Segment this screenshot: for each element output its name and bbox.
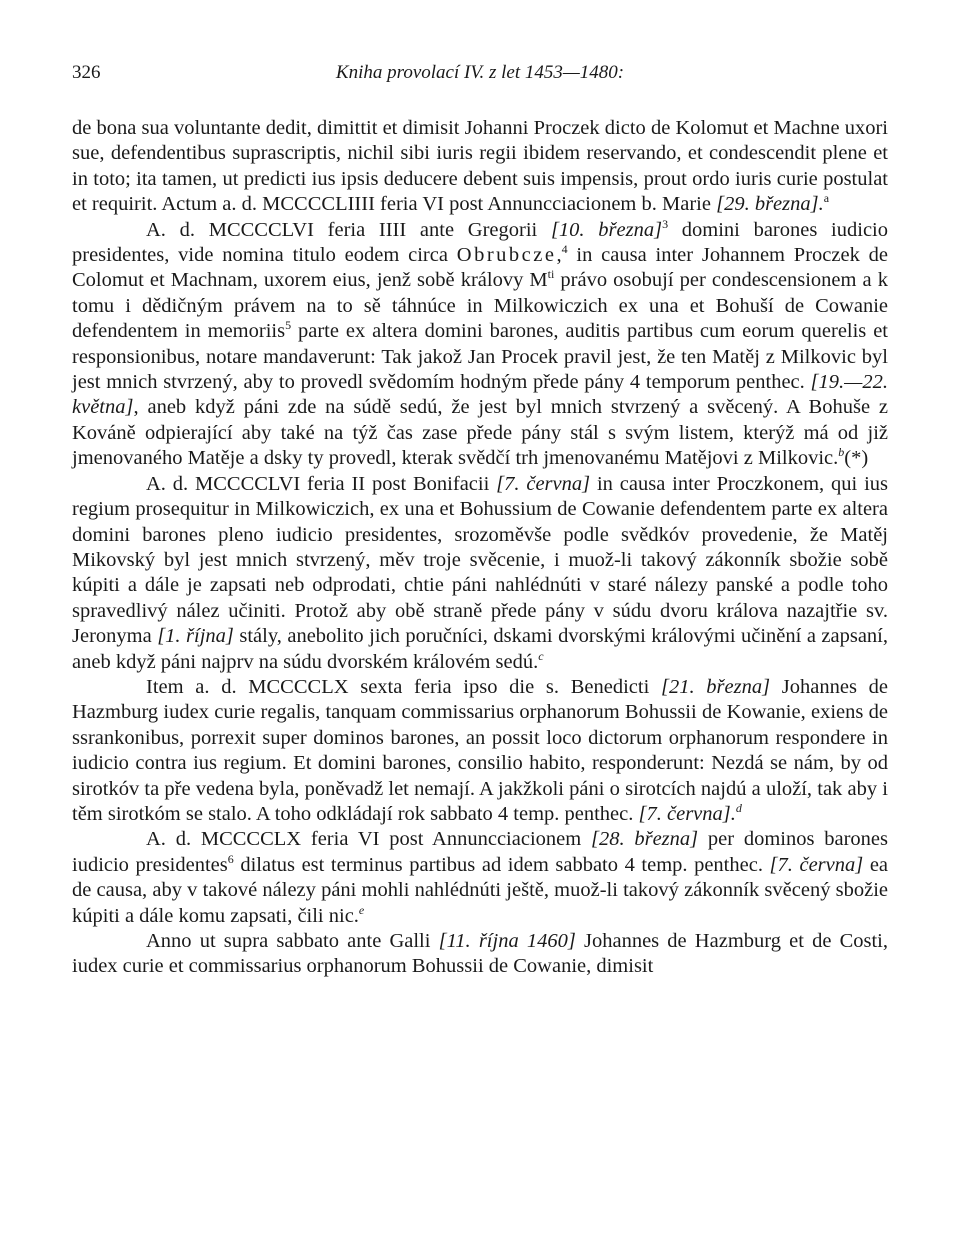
paragraph — [72, 929, 888, 980]
footnote-marker: 6 — [227, 851, 234, 866]
text-run: Anno ut supra sabbato ante Galli — [146, 930, 439, 952]
text-run: Johannes de Hazmburg iudex curie regalis, tanquam commissarius orphanorum Bohussii de Kowanie, exiens de ssrankonibus, porrexit super dominos barones, an possit loco dictorum orphanorum respondere in iudicio contra ius regium. Et domini barones, consilio habito, responderunt: Nezdá se nám, by od sirotkóv ta pře vedena byla, poněvadž let nemají. A jakžkoli páni o sirotcích najdú a uloží, tak aby i těm sirotkóm se stalo. A toho odkládají rok sabbato 4 temp. penthec. — [72, 675, 888, 825]
footnote-marker: 3 — [662, 216, 669, 231]
editorial-date: . — [730, 802, 736, 825]
footnote-marker: d — [735, 801, 742, 816]
editorial-date: [19.—22. května] — [72, 371, 888, 419]
text-run: , aneb když páni zde na súdě sedú, že jest byl mnich stvrzený a svěcený. A Bohuše z Kováně odpierající aby také na týž čas zase přede pány stál s svým listem, kterýž má od již jmenovaného Matěje a dsky ty provedl, kterak svědčí trh jmenovanému Matějovi z Milkovic. — [72, 396, 888, 470]
editorial-date: [29. března] — [716, 193, 819, 216]
body-text — [72, 116, 888, 980]
editorial-date: . — [818, 193, 824, 216]
text-run: Obrubcze — [456, 244, 557, 267]
paragraph — [72, 218, 888, 472]
paragraph — [72, 116, 888, 218]
text-run: ea de causa, aby v takové nálezy páni mohli nahlédnúti ještě, muož-li takový zákonník svěcený sbožie kúpiti a dále komu zapsati, čili nic. — [72, 853, 889, 927]
footnote-marker: b — [838, 445, 845, 460]
text-run: (*) — [844, 447, 869, 470]
text-run: stály, anebolito jich poručníci, dskami dvorskými královými učinění a zapsaní, aneb když páni najprv na súdu dvorském královém sedú. — [72, 625, 888, 673]
editorial-date: [10. března] — [550, 218, 663, 241]
footnote-marker: e — [358, 902, 365, 917]
editorial-date: [28. března] — [590, 828, 699, 851]
text-run: A. d. MCCCCLVI feria II post Bonifacii — [146, 472, 497, 495]
page-header — [72, 62, 888, 88]
text-run: domini barones iudicio presidentes, vide nomina titulo eodem circa — [72, 218, 888, 267]
footnote-marker: c — [538, 648, 544, 663]
text-run: dilatus est terminus partibus ad idem sabbato 4 temp. penthec. — [233, 853, 770, 876]
text-run: Johannes de Hazmburg et de Costi, iudex curie et commissarius orphanorum Bohussii de Cowanie, dimisit — [72, 930, 888, 978]
text-run: parte ex altera domini barones, auditis partibus cum eorum querelis et responsionibus, notare mandaverunt: Tak jakož Jan Procek pravil jest, že ten Matěj z Milkovic byl jest mnich stvrzený, aby to provedl svědomím hodným přede pány 4 temporum penthec. — [72, 320, 888, 394]
paragraph — [72, 827, 888, 929]
paragraph — [72, 675, 888, 827]
running-title: Kniha provolací IV. z let 1453—1480: — [335, 62, 625, 83]
footnote-marker: ti — [547, 267, 555, 282]
editorial-date: [7. června] — [769, 853, 864, 876]
paragraph — [72, 472, 888, 675]
footnote-marker: 5 — [285, 318, 292, 333]
text-run: in causa inter Johannem Proczek de Colomut et Machnam, uxorem eius, jenž sobě královy M — [72, 244, 888, 292]
editorial-date: [7. června] — [638, 802, 731, 825]
editorial-date: [1. října] — [157, 625, 234, 648]
text-run: právo osobují per condescensionem a k tomu i dědičným právem na to sě táhnúce in Milkowiczich ex una et Bohuší de Cowanie defendentem in memoriis — [72, 269, 888, 343]
page-number: 326 — [72, 62, 101, 83]
text-run: A. d. MCCCCLVI feria IIII ante Gregorii — [146, 218, 551, 241]
footnote-marker: a — [823, 191, 830, 206]
text-run: A. d. MCCCCLX feria VI post Annuncciacionem — [146, 828, 591, 851]
text-run: per dominos barones iudicio presidentes — [72, 828, 889, 876]
footnote-marker: 4 — [561, 242, 568, 257]
text-run: , — [556, 244, 562, 267]
text-run: Item a. d. MCCCCLX sexta feria ipso die s. Benedicti — [146, 675, 661, 698]
editorial-date: [11. října 1460] — [438, 930, 576, 952]
editorial-date: [21. března] — [660, 675, 771, 698]
text-run: de bona sua voluntante dedit, dimittit et dimisit Johanni Proczek dicto de Kolomut et Machne uxori sue, defendentibus suprascriptis, nichil sibi iuris regii ibidem reservando, et condescendit plene et in toto; ita tamen, ut predicti ius ipsis deducere debent suis impensis, prout ordo iuris curie postulat et requirit. Actum a. d. MCCCCLIIII feria VI post Annuncciacionem b. Marie — [72, 117, 888, 216]
editorial-date: [7. června] — [496, 472, 591, 495]
text-run: in causa inter Proczkonem, qui ius regium prosequitur in Milkowiczich, ex una et Bohussium de Cowanie defendentem parte ex altera domini barones pleno iudicio presidentes, srozoměvše podle svědkóv provedenie, že Matěj Mikovský byl jest mnich stvrzený, měv troje svěcenie, i muož-li takový zákonník sbožie sobě kúpiti a dále je zapsati neb odprodati, chtie páni nahlédnúti v staré nálezy panské a podle toho spravedlivý nález učiniti. Protož aby obě straně přede pány v súdu dvoru králova nazajtřie sv. Jeronyma — [72, 472, 888, 648]
